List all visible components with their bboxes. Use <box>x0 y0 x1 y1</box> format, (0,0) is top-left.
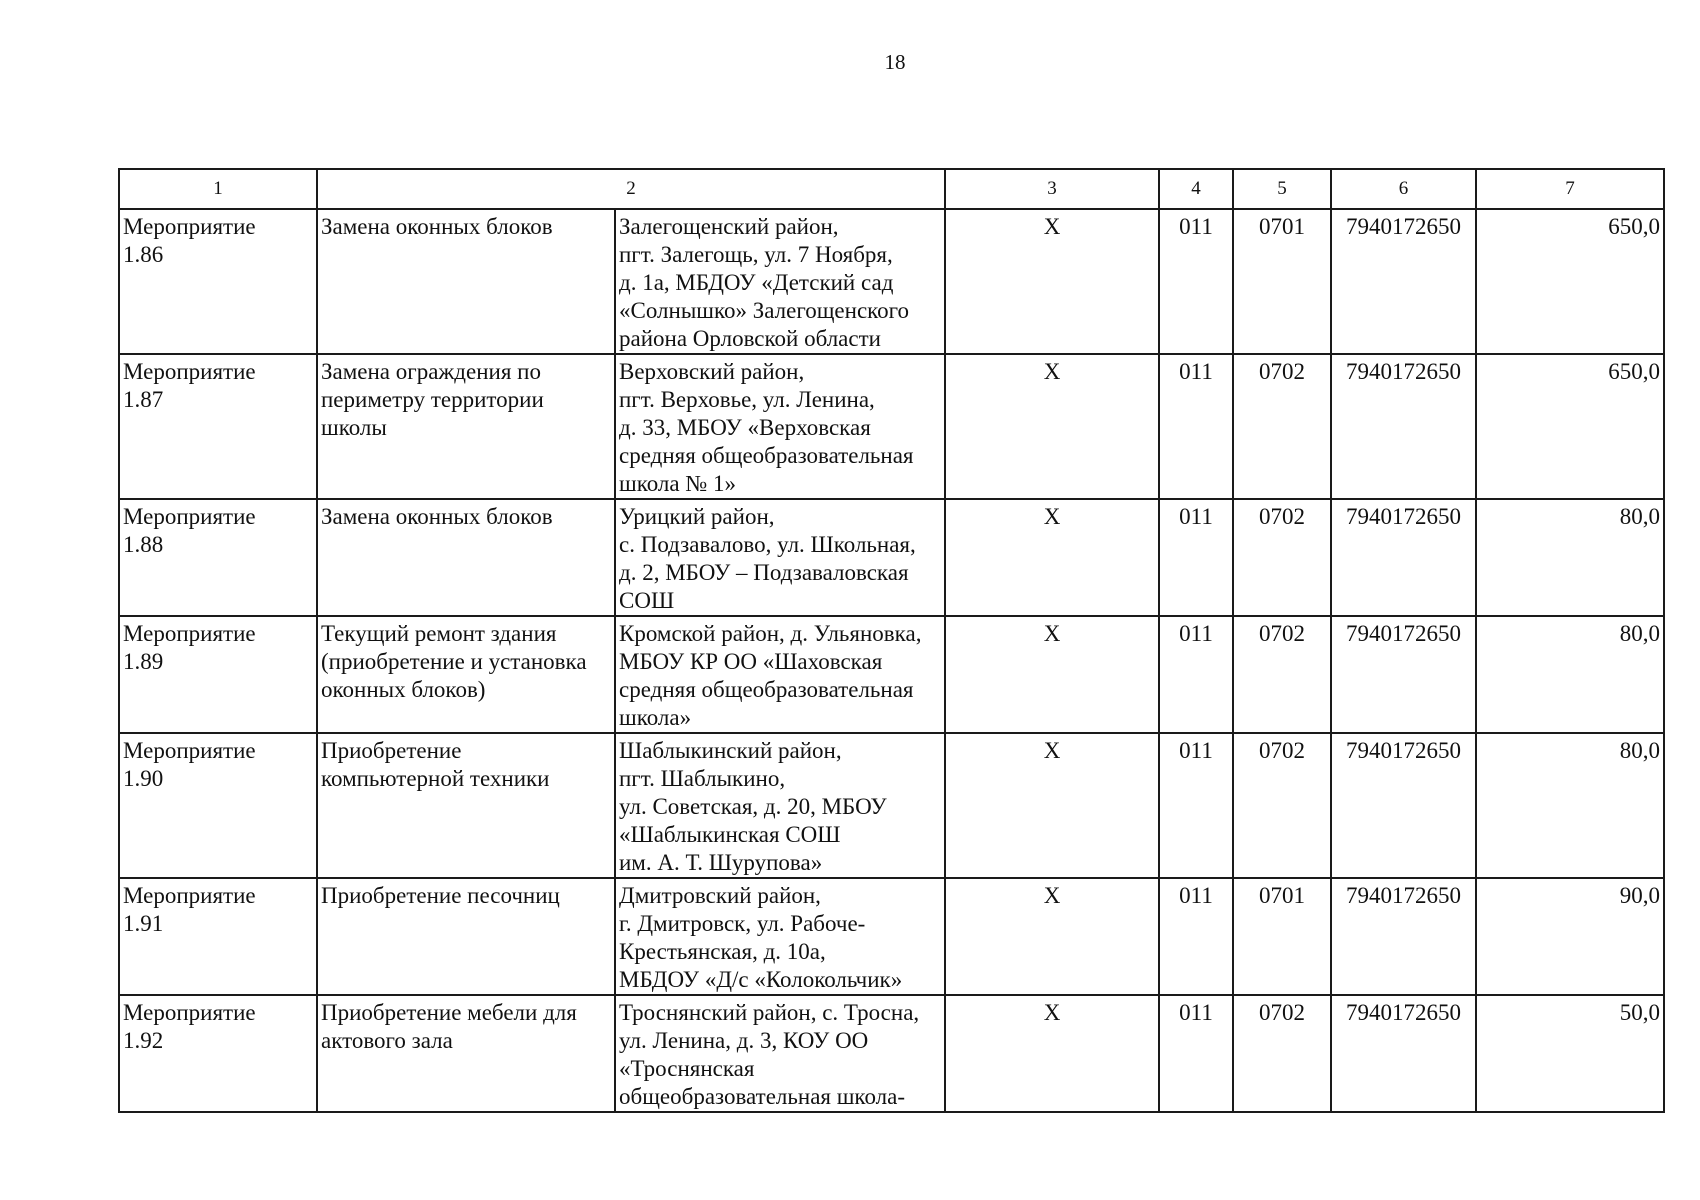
col5-cell: 0702 <box>1233 616 1331 733</box>
col4-cell: 011 <box>1159 733 1233 878</box>
col3-cell: Х <box>945 995 1159 1112</box>
table-row <box>119 878 1664 995</box>
event-description-cell: Приобретение песочниц <box>317 878 615 995</box>
col6-cell: 7940172650 <box>1331 733 1476 878</box>
event-number-cell: Мероприятие 1.91 <box>119 878 317 995</box>
col3-cell: Х <box>945 354 1159 499</box>
header-col-6: 6 <box>1331 169 1476 209</box>
col4-cell: 011 <box>1159 616 1233 733</box>
header-col-1: 1 <box>119 169 317 209</box>
header-row <box>119 169 1664 209</box>
table-body <box>119 209 1664 1112</box>
col3-cell: Х <box>945 499 1159 616</box>
event-number-cell: Мероприятие 1.90 <box>119 733 317 878</box>
header-col-2: 2 <box>317 169 945 209</box>
col6-cell: 7940172650 <box>1331 878 1476 995</box>
event-number-cell: Мероприятие 1.88 <box>119 499 317 616</box>
col5-cell: 0702 <box>1233 733 1331 878</box>
col4-cell: 011 <box>1159 878 1233 995</box>
event-address-cell: Троснянский район, с. Тросна, ул. Ленина, д. 3, КОУ ОО «Троснянская общеобразовательная школа- <box>615 995 945 1112</box>
amount-cell: 80,0 <box>1476 733 1664 878</box>
col5-cell: 0702 <box>1233 995 1331 1112</box>
event-description-cell: Замена оконных блоков <box>317 499 615 616</box>
event-description-cell: Приобретение мебели для актового зала <box>317 995 615 1112</box>
col3-cell: Х <box>945 733 1159 878</box>
amount-cell: 90,0 <box>1476 878 1664 995</box>
col5-cell: 0702 <box>1233 354 1331 499</box>
col4-cell: 011 <box>1159 499 1233 616</box>
event-address-cell: Залегощенский район, пгт. Залегощь, ул. 7 Ноября, д. 1а, МБДОУ «Детский сад «Солнышко» Залегощенского района Орловской области <box>615 209 945 354</box>
event-description-cell: Замена ограждения по периметру территории школы <box>317 354 615 499</box>
col6-cell: 7940172650 <box>1331 499 1476 616</box>
table-row <box>119 616 1664 733</box>
table-header <box>119 169 1664 209</box>
col4-cell: 011 <box>1159 209 1233 354</box>
col5-cell: 0701 <box>1233 878 1331 995</box>
col4-cell: 011 <box>1159 995 1233 1112</box>
page-number: 18 <box>884 50 906 74</box>
event-description-cell: Приобретение компьютерной техники <box>317 733 615 878</box>
event-address-cell: Дмитровский район, г. Дмитровск, ул. Рабоче- Крестьянская, д. 10а, МБДОУ «Д/с «Колокольчик» <box>615 878 945 995</box>
header-col-3: 3 <box>945 169 1159 209</box>
col5-cell: 0702 <box>1233 499 1331 616</box>
col5-cell: 0701 <box>1233 209 1331 354</box>
table-row <box>119 733 1664 878</box>
event-address-cell: Урицкий район, с. Подзавалово, ул. Школьная, д. 2, МБОУ – Подзаваловская СОШ <box>615 499 945 616</box>
event-address-cell: Шаблыкинский район, пгт. Шаблыкино, ул. Советская, д. 20, МБОУ «Шаблыкинская СОШ им. А. Т. Шурупова» <box>615 733 945 878</box>
event-number-cell: Мероприятие 1.87 <box>119 354 317 499</box>
event-description-cell: Текущий ремонт здания (приобретение и установка оконных блоков) <box>317 616 615 733</box>
table-row <box>119 995 1664 1112</box>
event-address-cell: Кромской район, д. Ульяновка, МБОУ КР ОО «Шаховская средняя общеобразовательная школа» <box>615 616 945 733</box>
col3-cell: Х <box>945 209 1159 354</box>
col6-cell: 7940172650 <box>1331 616 1476 733</box>
amount-cell: 80,0 <box>1476 499 1664 616</box>
header-col-5: 5 <box>1233 169 1331 209</box>
amount-cell: 80,0 <box>1476 616 1664 733</box>
header-col-7: 7 <box>1476 169 1664 209</box>
col4-cell: 011 <box>1159 354 1233 499</box>
table-row <box>119 209 1664 354</box>
event-number-cell: Мероприятие 1.86 <box>119 209 317 354</box>
col6-cell: 7940172650 <box>1331 209 1476 354</box>
col6-cell: 7940172650 <box>1331 995 1476 1112</box>
event-address-cell: Верховский район, пгт. Верховье, ул. Ленина, д. 33, МБОУ «Верховская средняя общеобразовательная школа № 1» <box>615 354 945 499</box>
col3-cell: Х <box>945 878 1159 995</box>
col3-cell: Х <box>945 616 1159 733</box>
event-number-cell: Мероприятие 1.92 <box>119 995 317 1112</box>
amount-cell: 650,0 <box>1476 354 1664 499</box>
event-description-cell: Замена оконных блоков <box>317 209 615 354</box>
amount-cell: 650,0 <box>1476 209 1664 354</box>
header-col-4: 4 <box>1159 169 1233 209</box>
table-row <box>119 354 1664 499</box>
amount-cell: 50,0 <box>1476 995 1664 1112</box>
budget-table <box>118 168 1665 1113</box>
table-row <box>119 499 1664 616</box>
col6-cell: 7940172650 <box>1331 354 1476 499</box>
event-number-cell: Мероприятие 1.89 <box>119 616 317 733</box>
